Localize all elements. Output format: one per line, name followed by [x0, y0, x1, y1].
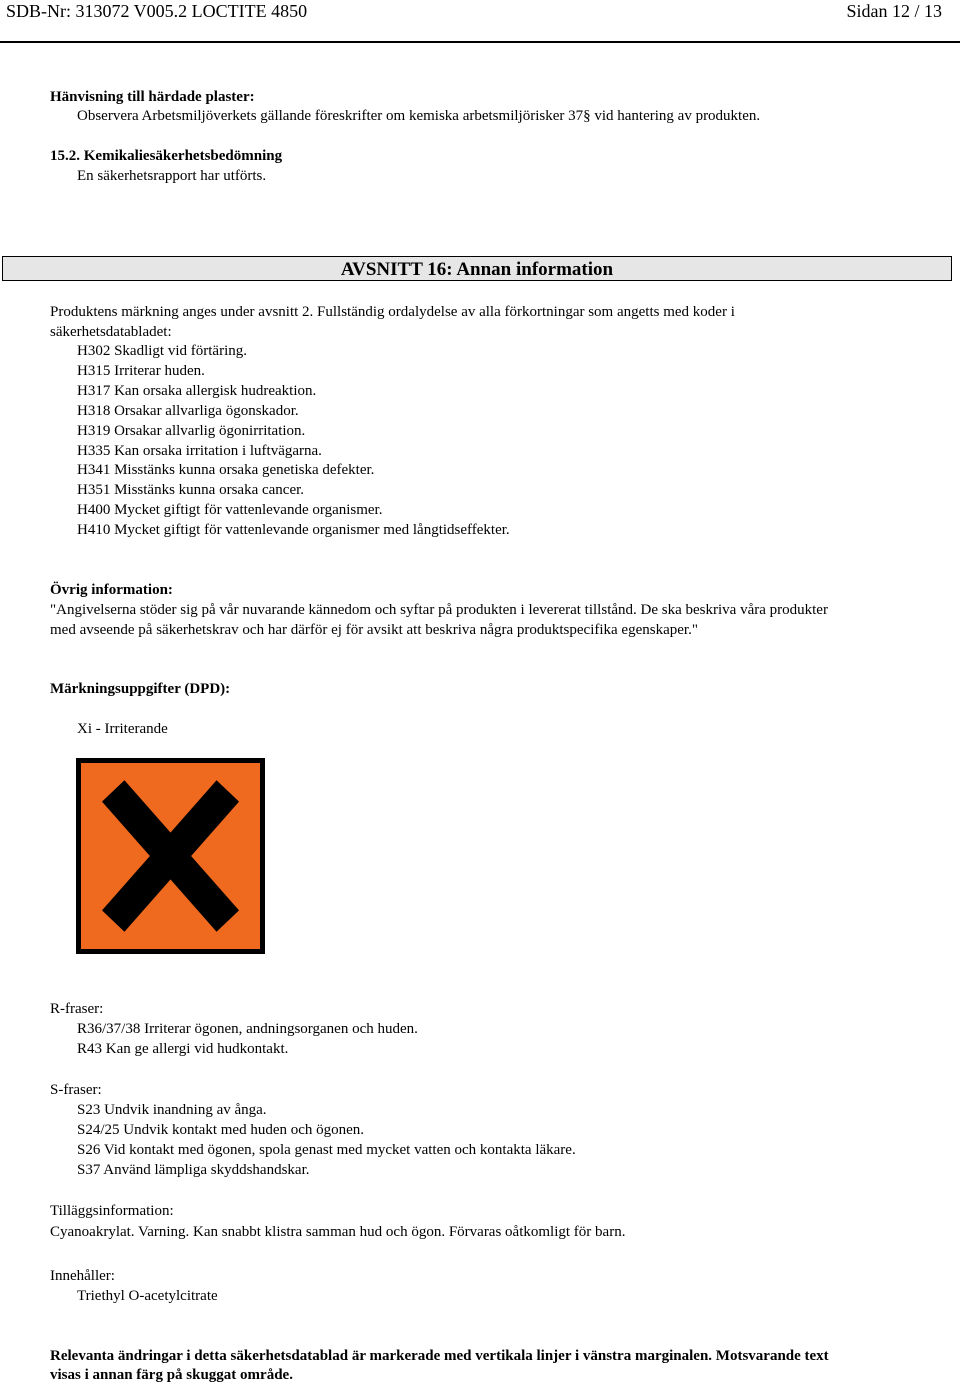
contains-text: Triethyl O-acetylcitrate	[77, 1288, 218, 1304]
list-item: H410 Mycket giftigt för vattenlevande organismer med långtidseffekter.	[77, 522, 510, 539]
list-item: S37 Använd lämpliga skyddshandskar.	[77, 1162, 310, 1178]
hazard-pictogram	[76, 758, 265, 954]
additional-info-label: Tilläggsinformation:	[50, 1203, 174, 1219]
h-codes-list	[77, 342, 510, 541]
list-item: H319 Orsakar allvarlig ögonirritation.	[77, 422, 306, 439]
list-item: H335 Kan orsaka irritation i luftvägarna.	[77, 442, 322, 459]
irritant-cross-icon	[81, 763, 260, 949]
other-info-line1: "Angivelserna stöder sig på vår nuvarande kännedom och syftar på produkten i levererat tillstånd. De ska beskriva våra produkter	[50, 602, 828, 618]
footer-note-line2: visas i annan färg på skuggat område.	[50, 1367, 293, 1383]
document-id: SDB-Nr: 313072 V005.2 LOCTITE 4850	[6, 1, 308, 21]
additional-info-text: Cyanoakrylat. Varning. Kan snabbt klistra samman hud och ögon. Förvaras oåtkomligt för barn.	[50, 1224, 626, 1240]
list-item: S26 Vid kontakt med ögonen, spola genast med mycket vatten och kontakta läkare.	[77, 1142, 576, 1158]
assessment-heading: 15.2. Kemikaliesäkerhetsbedömning	[50, 148, 283, 164]
assessment-text: En säkerhetsrapport har utförts.	[77, 168, 267, 184]
list-item: H317 Kan orsaka allergisk hudreaktion.	[77, 382, 317, 399]
section-16-intro-line2: säkerhetsdatabladet:	[50, 324, 172, 340]
list-item: H315 Irriterar huden.	[77, 362, 205, 379]
section-16-title: AVSNITT 16: Annan information	[2, 256, 952, 281]
labeling-heading: Märkningsuppgifter (DPD):	[50, 681, 231, 697]
page-number: Sidan 12 / 13	[846, 1, 942, 21]
other-info-line2: med avseende på säkerhetskrav och har därför ej för avsikt att beskriva några produktspecifika egenskaper."	[50, 622, 698, 638]
list-item: H400 Mycket giftigt för vattenlevande organismer.	[77, 502, 383, 519]
header-divider	[0, 41, 960, 43]
section-16-intro-line1: Produktens märkning anges under avsnitt 2. Fullständig ordalydelse av alla förkortningar som angetts med koder i	[50, 304, 735, 320]
r-phrases-label: R-fraser:	[50, 1001, 104, 1017]
contains-label: Innehåller:	[50, 1268, 115, 1284]
list-item: H341 Misstänks kunna orsaka genetiska defekter.	[77, 462, 375, 479]
list-item: R36/37/38 Irriterar ögonen, andningsorganen och huden.	[77, 1021, 418, 1037]
other-info-heading: Övrig information:	[50, 582, 173, 598]
plastics-text: Observera Arbetsmiljöverkets gällande föreskrifter om kemiska arbetsmiljörisker 37§ vid hantering av produkten.	[77, 108, 761, 124]
list-item: H351 Misstänks kunna orsaka cancer.	[77, 482, 305, 499]
s-phrases-label: S-fraser:	[50, 1082, 102, 1098]
list-item: S24/25 Undvik kontakt med huden och ögonen.	[77, 1122, 365, 1138]
list-item: H302 Skadligt vid förtäring.	[77, 343, 247, 359]
list-item: H318 Orsakar allvarliga ögonskador.	[77, 402, 299, 419]
list-item: S23 Undvik inandning av ånga.	[77, 1102, 267, 1118]
plastics-heading: Hänvisning till härdade plaster:	[50, 89, 255, 105]
list-item: R43 Kan ge allergi vid hudkontakt.	[77, 1041, 289, 1057]
symbol-label: Xi - Irriterande	[77, 721, 168, 737]
footer-note-line1: Relevanta ändringar i detta säkerhetsdatablad är markerade med vertikala linjer i vänstra marginalen. Motsvarande text	[50, 1348, 829, 1364]
